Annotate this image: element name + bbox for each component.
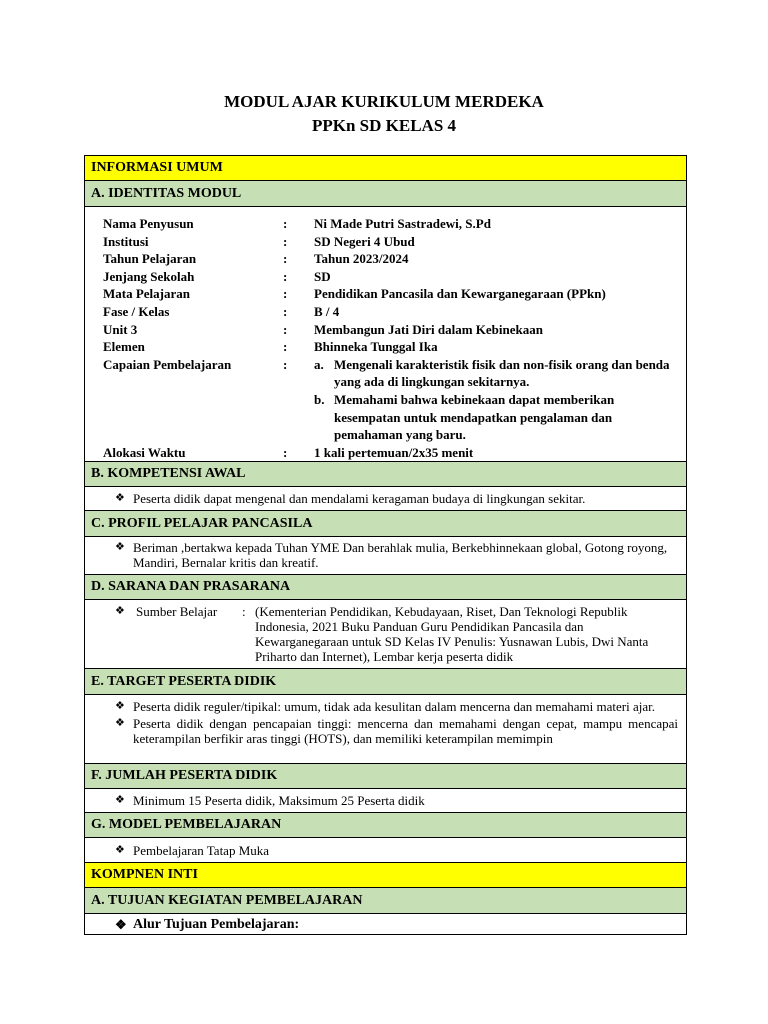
field-value: SD [314, 268, 331, 284]
capaian-text: Mengenali karakteristik fisik dan non-fisik orang dan benda yang ada di lingkungan sekitarnya. [334, 356, 670, 390]
tujuan-kegiatan-body [85, 914, 686, 934]
field-label: Institusi [103, 233, 149, 249]
profil-pelajar-body [85, 537, 686, 575]
document-title: MODUL AJAR KURIKULUM MERDEKA [224, 92, 544, 111]
field-value: Ni Made Putri Sastradewi, S.Pd [314, 216, 491, 231]
field-label: Unit 3 [103, 321, 138, 337]
capaian-marker: b. [314, 391, 325, 407]
list-item-text: Peserta didik dengan pencapaian tinggi: mencerna dan memahami dengan cepat, mampu mencapai keterampilan berfikir aras tinggi (HOTS), dan memiliki keterampilan memimpin [133, 716, 678, 746]
field-colon: : [283, 268, 288, 284]
field-value: Bhinneka Tunggal Ika [314, 339, 438, 355]
jumlah-peserta-label: F. JUMLAH PESERTA DIDIK [91, 768, 278, 783]
list-item [115, 843, 678, 858]
field-colon: : [283, 339, 288, 355]
kompetensi-awal-body [85, 487, 686, 511]
capaian-item [314, 356, 678, 391]
list-item-text: Beriman ,bertakwa kepada Tuhan YME Dan berahlak mulia, Berkebhinnekaan global, Gotong royong, Mandiri, Bernalar kritis dan kreatif. [133, 540, 668, 570]
field-label: Mata Pelajaran [103, 286, 191, 302]
document-subtitle: PPKn SD KELAS 4 [311, 116, 457, 135]
bullet-diamond-icon: ❖ [115, 605, 125, 617]
list-item [115, 917, 678, 932]
list-item [115, 716, 678, 746]
list-item-text: Pembelajaran Tatap Muka [133, 843, 270, 858]
identitas-row [103, 215, 678, 233]
field-value: SD Negeri 4 Ubud [314, 233, 415, 249]
field-value: 1 kali pertemuan/2x35 menit [314, 444, 474, 460]
field-label: Capaian Pembelajaran [103, 356, 232, 372]
field-colon: : [283, 303, 288, 319]
field-value: Tahun 2023/2024 [314, 251, 409, 267]
informasi-umum-label: INFORMASI UMUM [91, 160, 223, 175]
capaian-list [314, 356, 678, 444]
field-label: Fase / Kelas [103, 303, 170, 319]
bullet-diamond-icon: ❖ [115, 717, 125, 729]
target-peserta-label: E. TARGET PESERTA DIDIK [91, 673, 277, 689]
target-peserta-header [85, 669, 686, 695]
model-pembelajaran-body [85, 838, 686, 863]
field-colon: : [283, 286, 288, 302]
capaian-item [314, 391, 678, 444]
list-item-text: Peserta didik reguler/tipikal: umum, tidak ada kesulitan dalam mencerna dan memahami materi ajar. [133, 699, 655, 714]
komponen-inti-header [85, 863, 686, 888]
bullet-diamond-icon: ❖ [115, 492, 125, 504]
list-item [115, 604, 678, 664]
identitas-modul-header [85, 181, 686, 207]
field-colon: : [283, 444, 288, 460]
field-colon: : [283, 216, 288, 231]
list-item-text: Minimum 15 Peserta didik, Maksimum 25 Peserta didik [133, 793, 425, 808]
profil-pelajar-label: C. PROFIL PELAJAR PANCASILA [91, 515, 313, 531]
kompetensi-awal-header [85, 462, 686, 487]
field-label: Jenjang Sekolah [103, 268, 195, 284]
model-pembelajaran-header [85, 813, 686, 838]
field-label: Nama Penyusun [103, 216, 194, 231]
identitas-modul-label: A. IDENTITAS MODUL [91, 185, 242, 201]
capaian-row [103, 356, 678, 444]
list-item [115, 491, 678, 506]
list-item [115, 540, 678, 570]
identitas-row [103, 250, 678, 268]
kompetensi-awal-label: B. KOMPETENSI AWAL [91, 466, 246, 481]
field-value: Membangun Jati Diri dalam Kebinekaan [314, 321, 543, 337]
identitas-row [103, 233, 678, 251]
bullet-diamond-icon: ❖ [115, 700, 125, 712]
jumlah-peserta-body [85, 789, 686, 813]
field-value: Pendidikan Pancasila dan Kewarganegaraan (PPkn) [314, 286, 606, 302]
target-peserta-body [85, 695, 686, 764]
field-colon: : [283, 251, 288, 267]
identitas-row [103, 303, 678, 321]
field-value: B / 4 [314, 303, 340, 319]
field-label: Tahun Pelajaran [103, 251, 197, 267]
identitas-row [103, 321, 678, 339]
field-colon: : [283, 356, 288, 372]
jumlah-peserta-header [85, 764, 686, 789]
profil-pelajar-header [85, 511, 686, 537]
tujuan-kegiatan-header [85, 888, 686, 914]
field-label: Alokasi Waktu [103, 444, 186, 460]
module-table [84, 155, 687, 935]
field-label: Elemen [103, 339, 145, 355]
bullet-diamond-icon: ❖ [115, 541, 125, 553]
list-item-text: Peserta didik dapat mengenal dan mendalami keragaman budaya di lingkungan sekitar. [133, 491, 586, 506]
tujuan-kegiatan-label: A. TUJUAN KEGIATAN PEMBELAJARAN [91, 892, 363, 908]
komponen-inti-label: KOMPNEN INTI [91, 867, 198, 882]
sumber-belajar-text: (Kementerian Pendidikan, Kebudayaan, Riset, Dan Teknologi Republik Indonesia, 2021 Buku Panduan Guru Pendidikan Pancasila dan Kewarganegaraan untuk SD Kelas IV Penulis: Yusnawan Lubis, Dwi Nanta Priharto dan Internet), Lembar kerja peserta didik [255, 604, 649, 664]
sarana-prasarana-label: D. SARANA DAN PRASARANA [91, 579, 291, 594]
identitas-row [103, 338, 678, 356]
list-item [115, 699, 678, 714]
sarana-prasarana-header [85, 575, 686, 600]
field-colon: : [283, 233, 288, 249]
sarana-prasarana-body [85, 600, 686, 669]
bullet-diamond-icon: ❖ [115, 794, 125, 806]
identitas-row [103, 268, 678, 286]
sumber-belajar-label: Sumber Belajar [136, 604, 218, 619]
model-pembelajaran-label: G. MODEL PEMBELAJARAN [91, 817, 282, 832]
list-item-text: Alur Tujuan Pembelajaran: [133, 917, 300, 932]
bullet-diamond-icon: ❖ [115, 844, 125, 856]
field-colon: : [283, 321, 288, 337]
bullet-diamond-icon: ❖ [115, 917, 127, 932]
identitas-modul-body [85, 207, 686, 462]
informasi-umum-header [85, 156, 686, 181]
identitas-row [103, 444, 678, 462]
field-colon: : [242, 604, 246, 619]
identitas-list [103, 215, 678, 461]
list-item [115, 793, 678, 808]
capaian-marker: a. [314, 356, 324, 372]
capaian-text: Memahami bahwa kebinekaan dapat memberikan kesempatan untuk mendapatkan pengalaman dan pemahaman yang baru. [334, 391, 615, 443]
identitas-row [103, 285, 678, 303]
